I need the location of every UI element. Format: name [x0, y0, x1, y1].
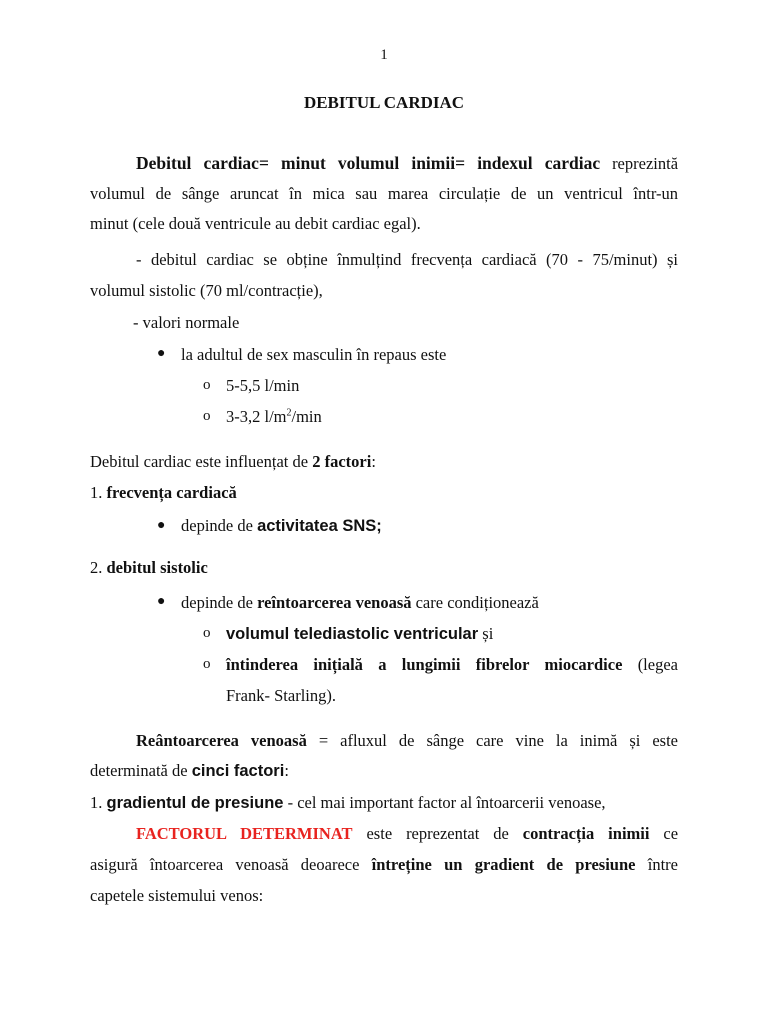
venous-return-term: Reântoarcerea venoasă [136, 731, 307, 750]
factor-1-label: frecvența cardiacă [106, 483, 237, 502]
factor-2-sub-1 [226, 624, 493, 644]
venous-factor-1-description: - cel mai important factor al întoarcerii venoase, [287, 793, 606, 812]
determinant-end: ce [663, 824, 679, 843]
bullet-icon: ● [157, 518, 166, 533]
factor-2-label: debitul sistolic [106, 558, 208, 577]
factor-1-bullet-bold: activitatea SNS; [257, 517, 382, 535]
factor-2-sub-2-suffix: (legea [637, 655, 678, 674]
factor-2-sub-2-bold: întinderea inițială a lungimii fibrelor miocardice [226, 655, 623, 674]
definition-verb: reprezintă [612, 154, 679, 173]
circle-bullet-icon: o [203, 377, 211, 393]
determinant-bold: contracția inimii [522, 824, 650, 843]
factor-2-number: 2. [90, 558, 103, 577]
factor-1-bullet [181, 516, 382, 536]
factor-1-bullet-prefix: depinde de [181, 516, 253, 535]
normal-value-2-sup: 2 [286, 407, 292, 419]
page-title: DEBITUL CARDIAC [303, 93, 465, 112]
factors-intro [90, 452, 376, 472]
venous-return-line-2 [90, 761, 289, 781]
factors-count: 2 factori [312, 452, 372, 471]
determinant-line-2-bold: întreține un gradient de presiune [371, 855, 636, 874]
definition-term: Debitul cardiac= minut volumul inimii= indexul cardiac [136, 153, 601, 173]
venous-return-definition: = afluxul de sânge care vine la inimă și este [318, 731, 679, 750]
factor-1-number: 1. [90, 483, 103, 502]
determinant-mid: este reprezentat de [366, 824, 509, 843]
factor-2-sub-1-suffix: și [482, 624, 494, 643]
determinant-line-3: capetele sistemului venos: [90, 886, 264, 905]
definition-line-2: volumul de sânge aruncat în mica sau marea circulație de un ventricul într-un [90, 184, 678, 203]
factor-2-bullet-bold: reîntoarcerea venoasă [257, 593, 412, 612]
determinant-highlight: FACTORUL DETERMINAT [136, 824, 353, 843]
venous-factor-1-number: 1. [90, 793, 103, 812]
definition-line-1 [90, 153, 678, 174]
circle-bullet-icon: o [203, 625, 211, 641]
computation-line-2: volumul sistolic (70 ml/contracție), [90, 281, 323, 300]
determinant-line-2-prefix: asigură întoarcerea venoasă deoarece [90, 855, 360, 874]
factor-2-sub-1-bold: volumul telediastolic ventricular [226, 625, 479, 643]
factors-intro-prefix: Debitul cardiac este influențat de [90, 452, 309, 471]
circle-bullet-icon: o [203, 656, 211, 672]
normal-value-2-suffix: /min [291, 407, 322, 426]
normal-value-2-prefix: 3-3,2 l/m [226, 407, 287, 426]
page-number: 1 [380, 47, 388, 63]
definition-line-3: minut (cele două ventricule au debit cardiac egal). [90, 214, 421, 233]
venous-return-factors: cinci factori [191, 762, 285, 780]
venous-return-line-1 [90, 731, 678, 751]
factor-2-sub-2 [226, 655, 678, 675]
venous-factor-1-label: gradientul de presiune [106, 794, 284, 812]
determinant-line-2 [90, 855, 678, 875]
computation-line-1: - debitul cardiac se obține înmulțind frecvența cardiacă (70 - 75/minut) și [136, 250, 678, 269]
circle-bullet-icon: o [203, 408, 211, 424]
bullet-icon: ● [157, 594, 166, 609]
normal-values-bullet: la adultul de sex masculin în repaus este [181, 345, 447, 364]
factor-2-bullet-suffix: care condiționează [415, 593, 539, 612]
venous-return-line-2-suffix: : [284, 761, 289, 780]
factor-2-sub-2-line-2: Frank- Starling). [226, 686, 336, 705]
factor-2-bullet-prefix: depinde de [181, 593, 253, 612]
factor-2-bullet [181, 593, 539, 613]
bullet-icon: ● [157, 346, 166, 361]
venous-return-line-2-prefix: determinată de [90, 761, 188, 780]
normal-value-1: 5-5,5 l/min [226, 376, 300, 395]
factors-intro-suffix: : [371, 452, 376, 471]
determinant-line-2-suffix: între [647, 855, 678, 874]
venous-factor-1 [90, 793, 606, 813]
normal-values-heading: - valori normale [133, 313, 240, 332]
determinant-line-1 [90, 824, 678, 844]
factor-2 [90, 558, 208, 578]
factor-1 [90, 483, 237, 503]
normal-value-2 [226, 407, 322, 427]
